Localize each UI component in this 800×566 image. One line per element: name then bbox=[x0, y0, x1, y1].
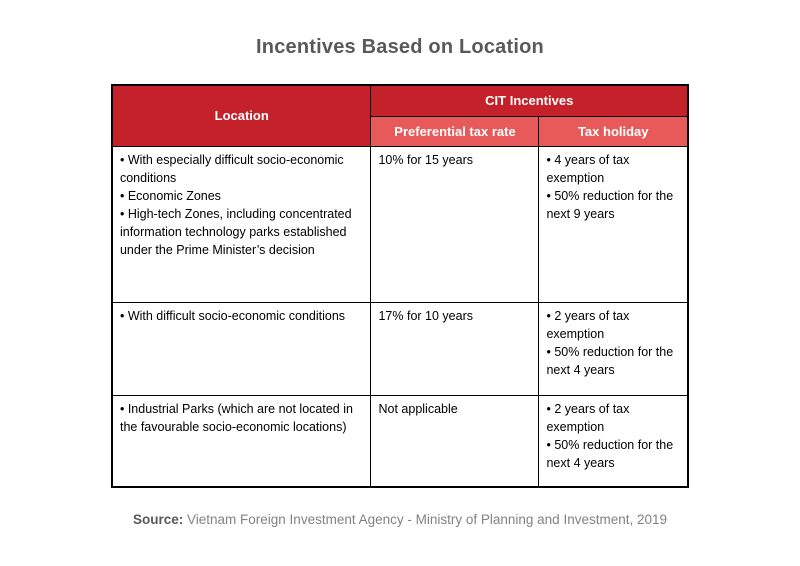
source-text: Vietnam Foreign Investment Agency - Ministry of Planning and Investment, 2019 bbox=[187, 512, 668, 527]
tax-rate-cell: 10% for 15 years bbox=[371, 146, 539, 302]
bullet-item: • Economic Zones bbox=[119, 188, 221, 203]
table-header bbox=[112, 85, 688, 146]
page-title: Incentives Based on Location bbox=[256, 36, 544, 58]
bullet-item: • 50% reduction for the next 4 years bbox=[546, 344, 674, 377]
tax-rate-cell: 17% for 10 years bbox=[371, 302, 539, 395]
tax-holiday-cell bbox=[539, 395, 688, 487]
table-body bbox=[112, 146, 688, 487]
bullet-item: • 2 years of tax exemption bbox=[546, 308, 630, 341]
bullet-item: • 4 years of tax exemption bbox=[546, 152, 630, 185]
bullet-item: • 50% reduction for the next 4 years bbox=[546, 437, 674, 470]
table-row bbox=[112, 302, 688, 395]
location-column-header: Location bbox=[112, 85, 371, 146]
location-cell bbox=[112, 146, 371, 302]
bullet-item: • 2 years of tax exemption bbox=[546, 401, 630, 434]
source-note bbox=[0, 512, 800, 527]
location-cell bbox=[112, 395, 371, 487]
tax-holiday-cell bbox=[539, 302, 688, 395]
cit-incentives-group-header: CIT Incentives bbox=[371, 85, 688, 116]
table-row bbox=[112, 146, 688, 302]
tax-rate-cell: Not applicable bbox=[371, 395, 539, 487]
bullet-item: • 50% reduction for the next 9 years bbox=[546, 188, 674, 221]
tax-holiday-cell bbox=[539, 146, 688, 302]
bullet-item: • With difficult socio-economic conditions bbox=[119, 308, 346, 323]
bullet-item: • Industrial Parks (which are not located in the favourable socio-economic locations) bbox=[119, 401, 353, 434]
tax-holiday-header: Tax holiday bbox=[539, 116, 688, 146]
bullet-item: • High-tech Zones, including concentrated information technology parks established under the Prime Minister’s decision bbox=[119, 206, 352, 257]
location-cell bbox=[112, 302, 371, 395]
bullet-item: • With especially difficult socio-economic conditions bbox=[119, 152, 344, 185]
incentives-table bbox=[111, 84, 689, 488]
table-row bbox=[112, 395, 688, 487]
header-row-top bbox=[112, 85, 688, 116]
preferential-tax-rate-header: Preferential tax rate bbox=[371, 116, 539, 146]
source-label: Source: bbox=[132, 512, 184, 527]
